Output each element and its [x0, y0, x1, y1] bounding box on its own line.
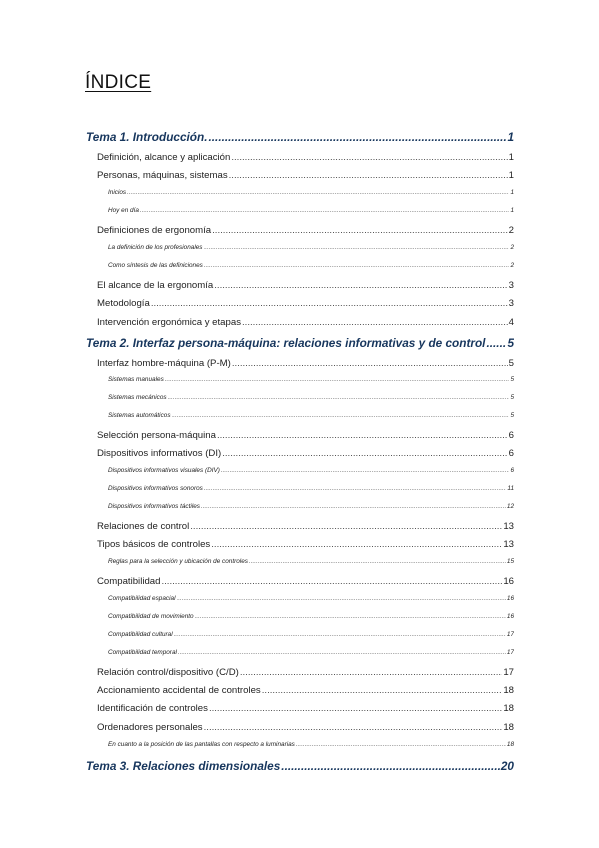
toc-leader-dots: [281, 759, 500, 773]
toc-page-number: 6: [508, 430, 514, 441]
toc-entry-label: Sistemas manuales: [108, 376, 164, 383]
toc-entry-level-3[interactable]: [108, 394, 514, 406]
toc-page-number: 2: [508, 225, 514, 236]
toc-entry-level-2[interactable]: [97, 539, 514, 555]
toc-leader-dots: [190, 521, 502, 532]
toc-entry-label: Metodología: [97, 298, 150, 309]
toc-entry-level-3[interactable]: [108, 631, 514, 643]
toc-leader-dots: [204, 485, 507, 492]
toc-entry-level-2[interactable]: [97, 225, 514, 241]
toc-entry-level-2[interactable]: [97, 667, 514, 683]
toc-page-number: 13: [503, 539, 514, 550]
toc-leader-dots: [229, 170, 508, 181]
toc-entry-label: Tipos básicos de controles: [97, 539, 211, 550]
toc-leader-dots: [165, 376, 510, 383]
toc-leader-dots: [195, 613, 506, 620]
toc-page-number: 16: [506, 613, 514, 620]
toc-page-number: 16: [506, 595, 514, 602]
toc-entry-label: Intervención ergonómica y etapas: [97, 317, 241, 328]
toc-entry-level-2[interactable]: [97, 170, 514, 186]
toc-entry-label: Definiciones de ergonomía: [97, 225, 212, 236]
toc-page-number: 1: [507, 130, 514, 144]
toc-leader-dots: [249, 558, 506, 565]
toc-leader-dots: [174, 631, 506, 638]
toc-entry-level-1[interactable]: [86, 130, 514, 148]
toc-entry-label: Personas, máquinas, sistemas: [97, 170, 228, 181]
toc-leader-dots: [212, 225, 508, 236]
toc-page-number: 17: [506, 649, 514, 656]
toc-entry-level-2[interactable]: [97, 317, 514, 333]
toc-entry-level-2[interactable]: [97, 298, 514, 314]
toc-entry-level-2[interactable]: [97, 576, 514, 592]
toc-page-number: 18: [503, 703, 514, 714]
toc-entry-label: Hoy en día: [108, 207, 139, 214]
toc-entry-label: Reglas para la selección y ubicación de controles: [108, 558, 248, 565]
toc-page-number: 12: [506, 503, 514, 510]
toc-entry-label: Accionamiento accidental de controles: [97, 685, 261, 696]
toc-leader-dots: [168, 394, 510, 401]
toc-entry-label: Compatibilidad temporal: [108, 649, 177, 656]
toc-entry-label: Ordenadores personales: [97, 722, 203, 733]
toc-leader-dots: [232, 358, 508, 369]
toc-entry-label: Selección persona-máquina: [97, 430, 216, 441]
toc-leader-dots: [222, 448, 507, 459]
toc-entry-level-1[interactable]: [86, 336, 514, 354]
toc-entry-label: Dispositivos informativos (DI): [97, 448, 222, 459]
toc-page-number: 1: [508, 152, 514, 163]
toc-entry-label: Compatibilidad: [97, 576, 161, 587]
toc-page-number: 5: [510, 376, 514, 383]
toc-entry-level-3[interactable]: [108, 244, 514, 256]
toc-page-number: 2: [510, 244, 514, 251]
toc-entry-level-2[interactable]: [97, 722, 514, 738]
toc-heading: ÍNDICE: [85, 72, 152, 93]
toc-entry-label: Sistemas mecánicos: [108, 394, 167, 401]
toc-leader-dots: [242, 317, 508, 328]
toc-entry-level-2[interactable]: [97, 152, 514, 168]
toc-entry-level-3[interactable]: [108, 558, 514, 570]
toc-entry-label: Tema 1. Introducción.: [86, 130, 208, 144]
toc-entry-label: Relación control/dispositivo (C/D): [97, 667, 239, 678]
toc-entry-level-2[interactable]: [97, 358, 514, 374]
toc-entry-label: Dispositivos informativos sonoros: [108, 485, 203, 492]
toc-page-number: 6: [508, 448, 514, 459]
toc-entry-level-3[interactable]: [108, 412, 514, 424]
toc-page-number: 5: [508, 358, 514, 369]
toc-entry-level-3[interactable]: [108, 262, 514, 274]
toc-entry-level-2[interactable]: [97, 685, 514, 701]
toc-page-number: 5: [510, 394, 514, 401]
toc-page-number: 5: [510, 412, 514, 419]
toc-page-number: 5: [507, 336, 514, 350]
toc-page-number: 17: [506, 631, 514, 638]
toc-leader-dots: [161, 576, 502, 587]
toc-page-number: 1: [510, 207, 514, 214]
toc-entry-level-3[interactable]: [108, 649, 514, 661]
toc-page-number: 6: [510, 467, 514, 474]
toc-leader-dots: [221, 467, 510, 474]
toc-page-number: 17: [503, 667, 514, 678]
toc-page-number: 20: [500, 759, 514, 773]
toc-entry-level-2[interactable]: [97, 703, 514, 719]
toc-leader-dots: [151, 298, 508, 309]
toc-leader-dots: [486, 336, 506, 350]
toc-entry-level-2[interactable]: [97, 521, 514, 537]
toc-leader-dots: [214, 280, 507, 291]
toc-leader-dots: [231, 152, 507, 163]
toc-entry-level-3[interactable]: [108, 376, 514, 388]
toc-leader-dots: [262, 685, 503, 696]
toc-entry-level-3[interactable]: [108, 595, 514, 607]
toc-entry-label: El alcance de la ergonomía: [97, 280, 214, 291]
toc-entry-label: Relaciones de control: [97, 521, 190, 532]
toc-entry-label: Dispositivos informativos visuales (DIV): [108, 467, 220, 474]
toc-entry-level-2[interactable]: [97, 280, 514, 296]
toc-entry-label: Identificación de controles: [97, 703, 208, 714]
toc-entry-label: La definición de los profesionales: [108, 244, 203, 251]
toc-page-number: 3: [508, 298, 514, 309]
toc-page-number: 3: [508, 280, 514, 291]
toc-entry-level-3[interactable]: [108, 503, 514, 515]
toc-page-number: 18: [503, 722, 514, 733]
toc-page-number: 18: [506, 741, 514, 748]
toc-entry-label: Tema 3. Relaciones dimensionales: [86, 759, 281, 773]
toc-page-number: 11: [507, 485, 514, 492]
toc-entry-label: Compatibilidad de movimiento: [108, 613, 194, 620]
toc-entry-level-2[interactable]: [97, 448, 514, 464]
toc-leader-dots: [204, 244, 510, 251]
toc-entry-level-3[interactable]: [108, 485, 514, 497]
toc-leader-dots: [127, 189, 509, 196]
toc-leader-dots: [204, 262, 510, 269]
toc-entry-label: Definición, alcance y aplicación: [97, 152, 231, 163]
toc-entry-label: Interfaz hombre-máquina (P-M): [97, 358, 231, 369]
toc-leader-dots: [178, 649, 506, 656]
toc-page-number: 4: [508, 317, 514, 328]
toc-leader-dots: [177, 595, 506, 602]
toc-entry-level-3[interactable]: [108, 207, 514, 219]
toc-entry-label: Como síntesis de las definiciones: [108, 262, 203, 269]
toc-entry-level-2[interactable]: [97, 430, 514, 446]
toc-page-number: 16: [503, 576, 514, 587]
toc-leader-dots: [204, 722, 503, 733]
toc-leader-dots: [209, 703, 502, 714]
toc-leader-dots: [172, 412, 510, 419]
toc-entry-label: Inicios: [108, 189, 127, 196]
toc-entry-label: Tema 2. Interfaz persona-máquina: relaciones informativas y de control: [86, 336, 486, 350]
toc-page-number: 1: [508, 170, 514, 181]
toc-page-number: 2: [510, 262, 514, 269]
toc-leader-dots: [296, 741, 506, 748]
toc-leader-dots: [240, 667, 503, 678]
toc-entry-label: En cuanto a la posición de las pantallas con respecto a luminarias: [108, 741, 295, 748]
toc-leader-dots: [217, 430, 508, 441]
toc-leader-dots: [208, 130, 506, 144]
toc-page-number: 18: [503, 685, 514, 696]
toc-leader-dots: [201, 503, 506, 510]
toc-entry-level-1[interactable]: [86, 759, 514, 777]
toc-entry-label: Dispositivos informativos táctiles: [108, 503, 200, 510]
toc-entry-label: Compatibilidad espacial: [108, 595, 176, 602]
toc-entry-level-3[interactable]: [108, 613, 514, 625]
toc-entry-level-3[interactable]: [108, 189, 514, 201]
toc-entry-level-3[interactable]: [108, 467, 514, 479]
toc-page-number: 13: [503, 521, 514, 532]
toc-page-number: 1: [510, 189, 514, 196]
toc-entry-label: Sistemas automáticos: [108, 412, 171, 419]
toc-leader-dots: [211, 539, 502, 550]
toc-leader-dots: [140, 207, 510, 214]
toc-entry-label: Compatibilidad cultural: [108, 631, 173, 638]
toc-page-number: 15: [506, 558, 514, 565]
toc-entry-level-3[interactable]: [108, 741, 514, 753]
